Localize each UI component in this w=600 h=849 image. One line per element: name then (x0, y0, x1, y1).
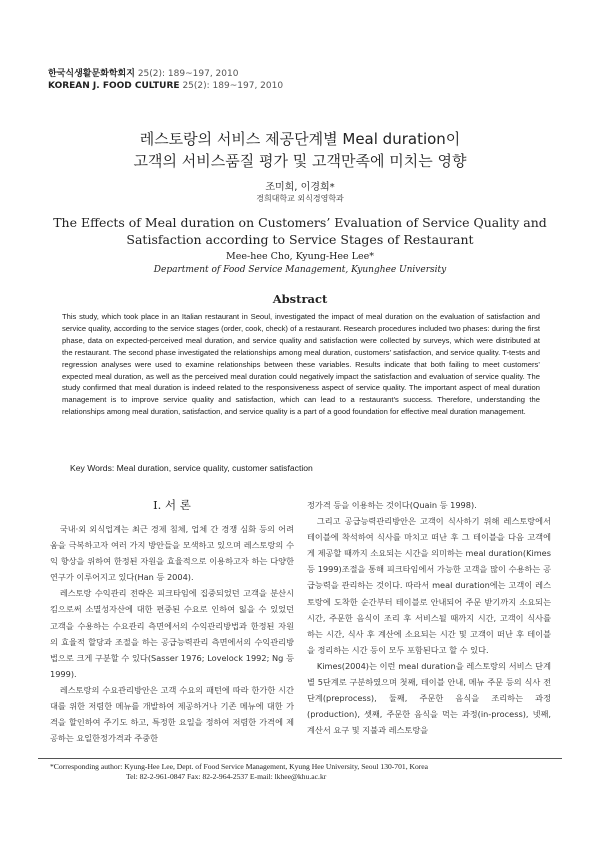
abstract-heading: Abstract (272, 292, 328, 306)
body-paragraph: 그리고 공급능력관리방안은 고객이 식사하기 위해 레스토랑에서 테이블에 착석하여 식사를 마치고 떠난 후 그 테이블을 다음 고객에게 제공할 때까지 소요되는 시간을 의미하는 meal duration(Kimes 등 1999)조절을 통해 피크타임에서 가능한 고객을 많이 수용하는 공급능력을 관리하는 것이다. 따라서 meal duration에는 고객이 레스토랑에 도착한 순간부터 테이블로 안내되어 주문 받기까지 소요되는 시간, 주문한 음식이 조리 후 서비스될 때까지 시간, 고객이 식사를 하는 시간, 식사 후 계산에 소요되는 시간 및 고객이 떠난 후 테이블을 정리하는 시간 등이 모두 포함된다고 할 수 있다. (307, 516, 551, 655)
english-authors: Mee-hee Cho, Kyung-Hee Lee* (226, 251, 374, 262)
journal-line-korean (48, 68, 283, 80)
footnote (50, 762, 428, 782)
body-paragraph: 정가격 등을 이용하는 것이다(Quain 등 1998). (307, 500, 477, 510)
body-column-left (50, 497, 294, 746)
journal-volume-korean: 25(2): 189~197, 2010 (137, 69, 239, 79)
journal-name-korean: 한국식생활문화학회지 (48, 69, 135, 79)
english-title-line1: The Effects of Meal duration on Customers’ Evaluation of Service Quality and (53, 215, 547, 230)
body-paragraph: 레스토랑의 수요관리방안은 고객 수요의 패턴에 따라 한가한 시간대를 위한 저렴한 메뉴를 개발하여 제공하거나 기존 메뉴에 대한 가격을 할인하여 주기도 하고, 특정한 요일을 정하여 저렴한 가격에 제공하는 요일한정가격과 주중한 (50, 684, 294, 744)
korean-affiliation: 경희대학교 외식경영학과 (256, 194, 344, 203)
footnote-contact: Tel: 82-2-961-0847 Fax: 82-2-964-2537 E-mail: lkhee@khu.ac.kr (126, 772, 327, 781)
korean-title-line2: 고객의 서비스품질 평가 및 고객만족에 미치는 영향 (133, 152, 467, 170)
keywords: Key Words: Meal duration, service quality, customer satisfaction (70, 463, 313, 473)
footnote-divider (38, 758, 562, 759)
english-affiliation: Department of Food Service Management, Kyunghee University (153, 265, 447, 275)
footnote-corresponding-author: *Corresponding author: Kyung-Hee Lee, Dept. of Food Service Management, Kyung Hee University, Seoul 130-701, Korea (50, 762, 429, 771)
journal-volume-english: 25(2): 189~197, 2010 (182, 81, 284, 91)
abstract-body: This study, which took place in an Italian restaurant in Seoul, investigated the impact of meal duration on the evaluation of satisfaction and service quality, according to the service stages (order, cook, check) of a restaurant. Research procedures included two phases: during the first phase, data on expected-perceived meal duration, and service quality and satisfaction were collected by surveys, which were distributed at the restaurant. The second phase investigated the relationships among meal duration, customers’ satisfaction, and service quality. T-tests and regression analyses were used to examine relationships between these variables. Results indicate that both failing to meet customers’ expected meal duration, as well as the perceived meal duration could negatively impact the satisfaction and evaluation of service quality. The study confirmed that meal duration is indeed related to the responsiveness aspect of service quality. The important aspect of meal duration management is to improve service quality and satisfaction, which can lead to a restaurant’s success. Therefore, understanding the relationships among meal duration, satisfaction, and service quality is a part of a good foundation for effective meal duration management. (62, 312, 540, 417)
korean-title-line1: 레스토랑의 서비스 제공단계별 Meal duration이 (139, 130, 461, 148)
english-title (0, 214, 600, 248)
body-paragraph: 레스토랑 수익관리 전략은 피크타임에 집중되었던 고객을 분산시킴으로써 소멸성자산에 대한 편중된 수요로 인하여 잃을 수 있었던 고객을 수용하는 수요관리 측면에서의 수익관리방법과 한정된 자원의 효율적 할당과 조절을 하는 공급능력관리 측면에서의 수익관리방법으로 크게 구분할 수 있다(Sasser 1976; Lovelock 1992; Ng 등 1999). (50, 588, 294, 679)
section-heading-introduction: I. 서 론 (153, 498, 191, 512)
english-title-line2: Satisfaction according to Service Stages of Restaurant (126, 232, 474, 247)
body-paragraph: Kimes(2004)는 이런 meal duration을 레스토랑의 서비스 단계별 5단계로 구분하였으며 첫째, 테이블 안내, 메뉴 주문 등의 식사 전 단계(preprocess), 둘째, 주문한 음식을 조리하는 과정(production), 셋째, 주문한 음식을 먹는 과정(in-process), 넷째, 계산서 요구 및 지불과 레스토랑을 (307, 660, 551, 736)
korean-authors: 조미희, 이경희* (265, 182, 335, 193)
journal-name-english: KOREAN J. FOOD CULTURE (48, 81, 180, 91)
journal-line-english (48, 80, 283, 92)
journal-header (48, 68, 283, 92)
body-column-right (307, 497, 551, 738)
korean-title (0, 128, 600, 172)
body-paragraph: 국내·외 외식업계는 최근 경제 침체, 업체 간 경쟁 심화 등의 어려움을 극복하고자 여러 가지 방안들을 모색하고 있으며 레스토랑의 수익 향상을 위하여 한정된 자원을 효율적으로 이용하고자 하는 다양한 연구가 이루어지고 있다(Han 등 2004). (50, 524, 294, 583)
